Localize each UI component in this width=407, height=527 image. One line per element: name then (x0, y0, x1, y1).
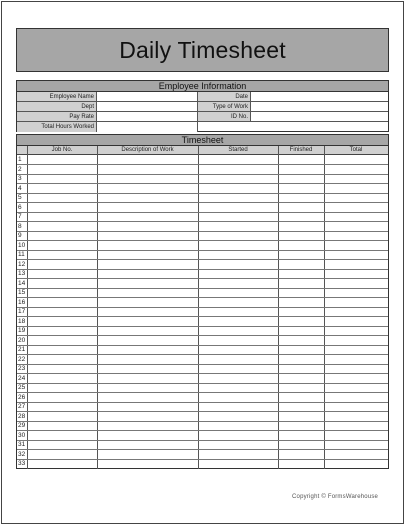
employee-info-row (17, 92, 388, 102)
column-header-finished: Finished (289, 147, 313, 153)
table-row-divider (17, 440, 388, 441)
table-row-divider (17, 354, 388, 355)
row-number: 2 (18, 165, 22, 173)
pay-rate-field[interactable] (97, 112, 198, 122)
total-hours-label: Total Hours Worked (17, 122, 97, 132)
row-number: 7 (18, 213, 22, 220)
table-row-divider (17, 373, 388, 374)
employee-info-row (17, 122, 388, 132)
row-number: 16 (18, 298, 26, 306)
table-row-divider (17, 392, 388, 393)
row-number: 11 (18, 251, 25, 258)
row-number: 1 (18, 156, 22, 163)
table-row-divider (17, 326, 388, 327)
pay-rate-label: Pay Rate (17, 112, 97, 122)
employee-info-heading: Employee Information (16, 80, 389, 92)
row-number: 10 (18, 241, 26, 249)
row-number: 17 (18, 308, 26, 315)
table-row-divider (17, 307, 388, 308)
page-title: Daily Timesheet (119, 36, 286, 63)
row-number: 28 (18, 412, 26, 420)
dept-label: Dept (17, 102, 97, 112)
column-header-total: Total (349, 147, 363, 153)
row-number: 20 (18, 336, 26, 344)
column-header-description: Description of Work (121, 147, 174, 153)
row-number: 15 (18, 289, 26, 296)
table-row-divider (17, 335, 388, 336)
table-row-divider (17, 221, 388, 222)
table-row-divider (17, 288, 388, 289)
row-number: 22 (18, 355, 26, 363)
total-hours-field[interactable] (97, 122, 198, 132)
row-number: 23 (18, 365, 26, 372)
timesheet-column-header (17, 146, 388, 155)
date-field[interactable] (251, 92, 388, 102)
row-number: 18 (18, 317, 26, 325)
employee-info-row (17, 112, 388, 122)
table-row-divider (17, 174, 388, 175)
table-row-divider (17, 183, 388, 184)
title-banner (16, 28, 389, 72)
id-no-field[interactable] (251, 112, 388, 122)
table-row-divider (17, 459, 388, 460)
table-row-divider (17, 250, 388, 251)
row-number: 13 (18, 270, 26, 277)
table-row-divider (17, 269, 388, 270)
table-row-divider (17, 345, 388, 346)
employee-info-table (16, 92, 389, 132)
row-number: 33 (18, 460, 26, 467)
employee-info-row (17, 102, 388, 112)
row-number: 5 (18, 194, 22, 201)
copyright-footer: Copyright © FormsWarehouse (292, 494, 379, 500)
row-number: 3 (18, 175, 22, 182)
id-no-label: ID No. (198, 112, 251, 122)
table-row-divider (17, 364, 388, 365)
type-of-work-field[interactable] (251, 102, 388, 112)
table-row-divider (17, 202, 388, 203)
row-number: 14 (18, 279, 26, 287)
row-number: 12 (18, 260, 26, 268)
table-row-divider (17, 316, 388, 317)
row-number: 24 (18, 374, 26, 382)
timesheet-page (1, 1, 404, 524)
date-label: Date (198, 92, 251, 102)
row-number: 26 (18, 393, 26, 401)
table-row-divider (17, 278, 388, 279)
timesheet-heading: Timesheet (16, 134, 389, 146)
row-number: 4 (18, 184, 22, 192)
table-row-divider (17, 164, 388, 165)
table-row-divider (17, 231, 388, 232)
row-number: 19 (18, 327, 26, 334)
row-number: 29 (18, 422, 26, 429)
table-row-divider (17, 383, 388, 384)
timesheet-table (16, 146, 389, 469)
row-number: 25 (18, 384, 26, 391)
table-row-divider (17, 449, 388, 450)
table-row-divider (17, 240, 388, 241)
table-row-divider (17, 411, 388, 412)
row-number: 30 (18, 431, 26, 439)
dept-field[interactable] (97, 102, 198, 112)
row-number: 9 (18, 232, 22, 239)
type-of-work-label: Type of Work (198, 102, 251, 112)
table-row-divider (17, 259, 388, 260)
column-header-started: Started (228, 147, 248, 153)
row-number: 31 (18, 441, 26, 448)
row-number: 8 (18, 222, 22, 230)
table-row-divider (17, 421, 388, 422)
table-row-divider (17, 430, 388, 431)
table-row-divider (17, 297, 388, 298)
row-number: 21 (18, 346, 26, 353)
employee-name-field[interactable] (97, 92, 198, 102)
table-row-divider (17, 402, 388, 403)
employee-name-label: Employee Name (17, 92, 97, 102)
row-number: 6 (18, 203, 22, 211)
row-number: 32 (18, 450, 26, 458)
row-number: 27 (18, 403, 26, 410)
column-header-job-no: Job No. (51, 147, 73, 153)
table-row-divider (17, 193, 388, 194)
table-row-divider (17, 212, 388, 213)
